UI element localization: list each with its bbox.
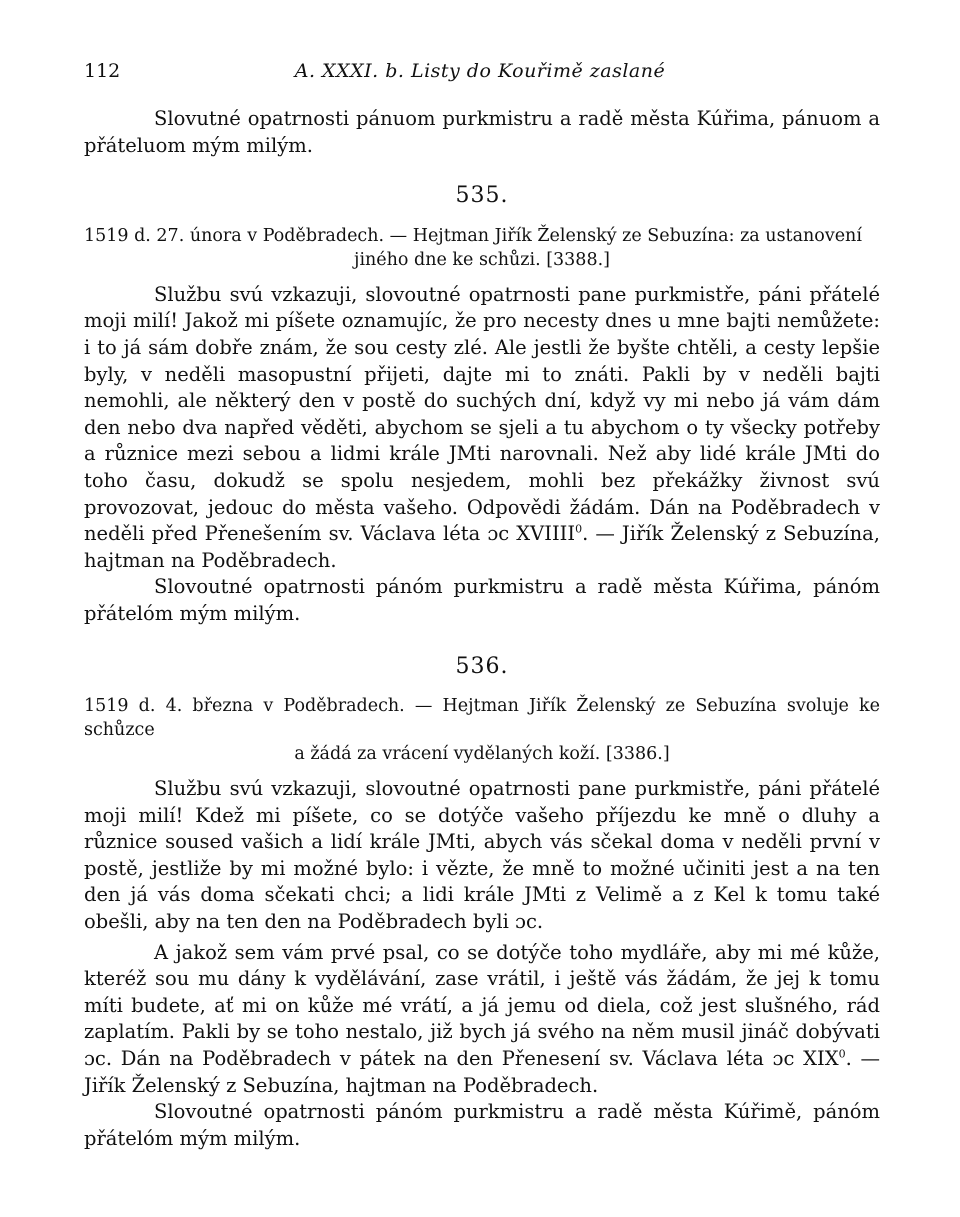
page-number: 112 <box>84 60 121 82</box>
letter-body-536-part2 <box>84 940 880 1100</box>
letter-body-536-text: A jakož sem vám prvé psal, co se dotýče toho mydláře, aby mi mé kůže, kteréž sou mu dány k vydělávání, zase vrátil, i ještě vás žádám, že jej k tomu míti budete, ať mi on kůže mé vrátí, a já jemu od diela, což jest slušného, rád zaplatím. Pakli by se toho nestalo, již bych já svého na něm musil jináč dobývati ɔc. Dán na Poděbradech v pátek na den Přenesení sv. Václava léta ɔc XIX <box>84 940 880 1071</box>
letter-body-535-text: Službu svú vzkazuji, slovoutné opatrnosti pane purkmistře, páni přátelé moji milí! Jakož mi píšete oznamujíc, že pro necesty dnes u mne bajti nemůžete: i to já sám dobře znám, že sou cesty zlé. Ale jestli že byšte chtěli, a cesty lepšie byly, v neděli masopustní přijeti, dajte mi to znáti. Pakli by v neděli bajti nemohli, ale některý den v postě do suchých dní, když vy mi nebo já vám dám den nebo dva napřed věděti, abychom se sjeli a tu abychom o ty všecky potřeby a různice mezi sebou a lidmi krále JMti narovnali. Než aby lidé krále JMti do toho času, dokudž se spolu nesjedem, mohli bez překážky živnost svú provozovat, jedouc do města vašeho. Odpovědi žádám. Dán na Poděbradech v neděli před Přenešením sv. Václava léta ɔc XVIIII <box>84 282 880 546</box>
regest-535 <box>84 224 880 272</box>
regest-536-line1: 1519 d. 4. března v Poděbradech. — Hejtman Jiřík Želenský ze Sebuzína svoluje ke schůzce <box>84 696 880 741</box>
running-head <box>84 60 876 90</box>
regest-536-line2: a žádá za vrácení vydělaných koží. [3386.] <box>294 744 670 765</box>
page-content <box>84 106 880 1152</box>
running-title: A. XXXI. b. Listy do Kouřimě zaslané <box>294 60 666 82</box>
document-number-535: 535. <box>455 183 509 209</box>
letter-body-536-superscript: 0 <box>838 1047 846 1061</box>
letter-address-535: Slovoutné opatrnosti pánóm purkmistru a radě města Kúřima, pánóm přátelóm mým milým. <box>84 575 880 625</box>
letter-body-535-superscript: 0 <box>575 522 583 536</box>
regest-535-line2: jiného dne ke schůzi. [3388.] <box>354 249 610 270</box>
letter-body-536-part1: Službu svú vzkazuji, slovoutné opatrnosti pane purkmistře, páni přátelé moji milí! Kdež mi píšete, co se dotýče vašeho příjezdu ke mně o dluhy a různice soused vašich a lidí krále JMti, abych vás sčekal doma v neděli první v postě, jestliže by mi možné bylo: i vězte, že mně to možné učiniti jest a na ten den já vás doma sčekati chci; a lidi krále JMti z Velimě a z Kel k tomu také obešli, aby na ten den na Poděbradech byli ɔc. <box>84 777 880 934</box>
document-number-536: 536. <box>455 653 509 679</box>
letter-body-536-signature: . — Jiřík Želenský z Sebuzína, hajtman na Poděbradech. <box>84 1047 880 1097</box>
letter-body-535-signature: . — Jiřík Želenský z Sebuzína, hajtman na Poděbradech. <box>84 522 880 572</box>
letter-address-previous: Slovutné opatrnosti pánuom purkmistru a radě města Kúřima, pánuom a přáteluom mým milým. <box>84 107 880 157</box>
letter-body-535 <box>84 282 880 575</box>
regest-536 <box>84 694 880 766</box>
regest-535-line1: 1519 d. 27. února v Poděbradech. — Hejtman Jiřík Želenský ze Sebuzína: za ustanovení <box>84 225 862 246</box>
letter-address-536: Slovoutné opatrnosti pánóm purkmistru a radě města Kúřimě, pánóm přátelóm mým milým. <box>84 1100 880 1150</box>
